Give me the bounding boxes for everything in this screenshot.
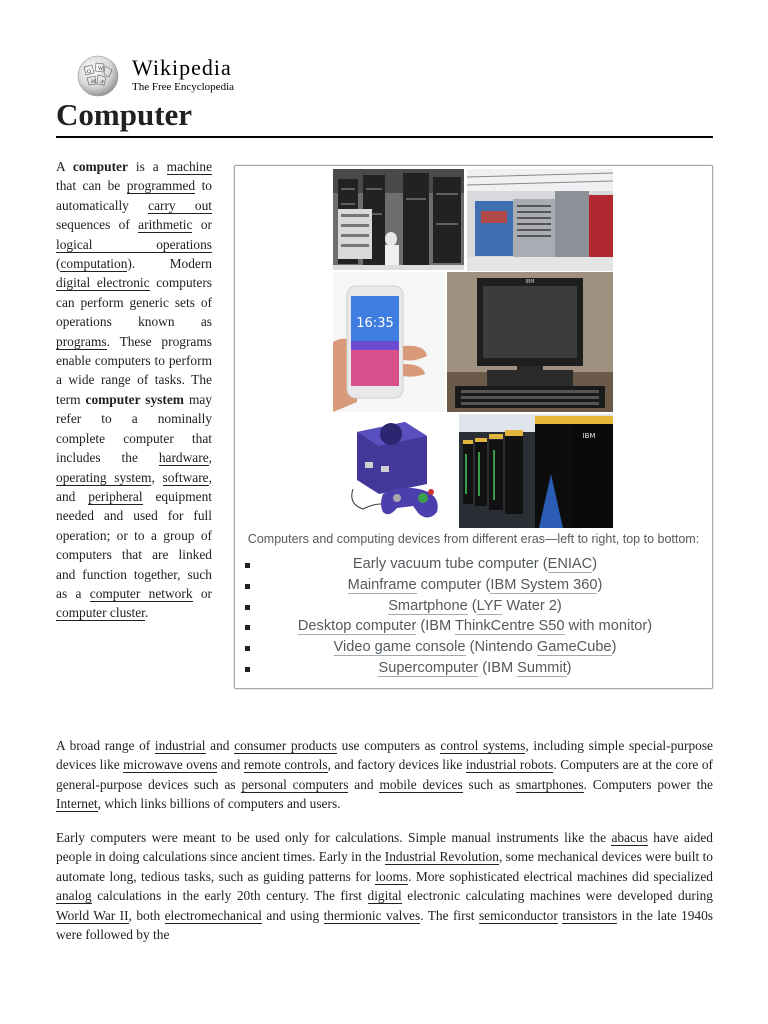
eniac-image[interactable] (333, 169, 464, 270)
text-run: A (56, 159, 73, 174)
text-run: and (217, 757, 244, 773)
text-run: , both (128, 907, 165, 923)
article-link[interactable]: arithmetic (138, 217, 193, 233)
text-run: equipment needed and used for full operation; or to a group of computers that are linked and function together, such as a (56, 488, 212, 601)
text-run: , which links billions of computers and users. (97, 796, 341, 812)
article-link[interactable]: ENIAC (547, 556, 593, 572)
svg-text:W: W (98, 66, 104, 72)
text-run: ) (566, 659, 572, 676)
text-run: use computers as (336, 738, 441, 753)
text-run: computer ( (416, 576, 491, 593)
article-link[interactable]: Smartphone (388, 597, 468, 614)
infobox (234, 165, 713, 689)
text-run: and using (261, 907, 324, 923)
text-run: (IBM (416, 618, 455, 635)
body-paragraph-1 (56, 736, 713, 814)
article-link[interactable]: programs (56, 333, 107, 349)
text-run: , some mechanical devices were built to automate long, tedious tasks, such as guiding patterns for (56, 849, 713, 884)
article-link[interactable]: computation (60, 256, 128, 272)
smartphone-image[interactable] (333, 272, 445, 412)
supercomputer-image[interactable] (459, 414, 613, 528)
text-run: sequences of (56, 217, 139, 233)
article-link[interactable]: Summit (517, 659, 567, 676)
article-link[interactable]: looms (375, 868, 409, 884)
text-run: computers can perform generic sets of operations known as (56, 275, 212, 330)
phone-clock-text: 16:35 (356, 316, 394, 331)
caption-list-item (245, 554, 705, 575)
text-run: ( (467, 597, 477, 614)
text-run: Water 2) (502, 597, 562, 614)
article-link[interactable]: personal computers (241, 776, 349, 792)
article-link[interactable]: carry out (148, 197, 212, 213)
text-run: ) (611, 639, 617, 656)
article-link[interactable]: analog (56, 888, 92, 904)
text-run: may refer to a nominally complete computer that includes the (56, 391, 212, 466)
text-run: , and factory devices like (327, 757, 466, 773)
text-run: , (208, 450, 212, 466)
wikipedia-logo[interactable] (74, 52, 234, 98)
text-run: ) (597, 576, 603, 593)
text-run: in the late 1940s were followed by the (56, 907, 713, 943)
text-run: . Computers are at the core of general-purpose devices such as (56, 757, 713, 792)
supercomputer-brand-text: IBM (582, 432, 596, 440)
infobox-caption-list (245, 554, 705, 679)
caption-list-item (245, 658, 705, 679)
wikipedia-globe-icon (74, 53, 122, 97)
desktop-image[interactable] (447, 272, 613, 412)
text-run: Early vacuum tube computer ( (352, 556, 548, 572)
article-link[interactable]: electromechanical (164, 907, 262, 923)
text-run: with monitor) (564, 618, 653, 635)
caption-list-item (245, 575, 705, 596)
article-link[interactable]: computer network (89, 585, 193, 601)
article-link[interactable]: machine (166, 159, 213, 174)
text-run: . These programs enable computers to perform a wide range of tasks. The term (56, 333, 212, 407)
text-run: ) (592, 556, 598, 572)
bold-term: computer (72, 159, 128, 174)
article-link[interactable]: Video game console (333, 639, 466, 656)
text-run: such as (462, 776, 516, 792)
article-link[interactable]: Industrial Revolution (384, 849, 499, 865)
article-link[interactable]: mobile devices (379, 776, 463, 792)
article-link[interactable]: programmed (126, 178, 196, 194)
article-link[interactable]: semiconductor (478, 907, 558, 923)
text-run: Early computers were meant to be used only for calculations. Simple manual instruments like the (56, 830, 612, 845)
article-title: Computer (56, 96, 713, 138)
text-run: have aided people in doing calculations since ancient times. Early in the (56, 830, 713, 865)
article-link[interactable]: GameCube (536, 639, 612, 656)
caption-list-item (245, 637, 705, 658)
gamecube-image[interactable] (343, 414, 448, 526)
text-run: , (151, 469, 163, 485)
svg-text:ي: ي (100, 78, 104, 84)
article-link[interactable]: thermionic valves (323, 907, 421, 923)
bold-term: computer system (85, 391, 184, 407)
article-link[interactable]: digital (367, 888, 402, 904)
infobox-caption: Computers and computing devices from different eras—left to right, top to bottom: (247, 532, 700, 546)
article-link[interactable]: control systems (440, 738, 526, 753)
article-link[interactable]: software (162, 469, 209, 485)
text-run: ). Modern (127, 256, 212, 272)
site-title: Wikipedia (132, 55, 232, 80)
body-paragraph-2 (56, 828, 713, 944)
text-run: and (348, 776, 380, 792)
text-run: is a (127, 159, 167, 174)
article-link[interactable]: World War II (56, 907, 129, 923)
text-run: A broad range of (56, 738, 155, 753)
article-link[interactable]: microwave ovens (123, 757, 218, 773)
text-run: calculations in the early 20th century. The first (91, 888, 368, 904)
article-link[interactable]: IBM System 360 (490, 576, 598, 593)
article-link[interactable]: logical operations (56, 236, 212, 252)
article-link[interactable]: consumer products (234, 738, 337, 753)
text-run: or (192, 217, 212, 233)
article-link[interactable]: Desktop computer (297, 618, 417, 635)
article-link[interactable]: peripheral (88, 488, 143, 504)
text-run: , including simple special-purpose devices like (56, 738, 713, 773)
text-run: ( (56, 256, 61, 272)
text-run: electronic calculating machines were developed during (401, 888, 713, 904)
text-run: . More sophisticated electrical machines did specialized (408, 868, 713, 884)
article-link[interactable]: operating system (56, 469, 152, 485)
article-link[interactable]: transistors (562, 907, 618, 923)
article-link[interactable]: ThinkCentre S50 (454, 618, 565, 635)
text-run: or (192, 585, 213, 601)
article-link[interactable]: hardware (158, 450, 209, 466)
text-run: (IBM (478, 659, 518, 676)
text-run: to automatically (56, 178, 213, 213)
site-subtitle: The Free Encyclopedia (132, 81, 235, 93)
article-link[interactable]: industrial robots (465, 757, 554, 773)
article-link[interactable]: Mainframe (347, 576, 417, 593)
article-link[interactable]: remote controls (243, 757, 328, 773)
text-run: , and (56, 469, 212, 504)
text-run: . Computers power the (583, 776, 713, 792)
mainframe-image[interactable] (467, 169, 613, 271)
article-link[interactable]: abacus (611, 830, 648, 845)
article-link[interactable]: smartphones (515, 776, 584, 792)
text-run: . (144, 605, 149, 621)
svg-text:И: И (91, 79, 96, 85)
svg-text:Ω: Ω (87, 69, 92, 75)
article-link[interactable]: Supercomputer (378, 659, 479, 676)
monitor-brand-text: IBM (525, 279, 535, 285)
text-run: . The first (420, 907, 479, 923)
article-link[interactable]: LYF (476, 597, 503, 614)
article-link[interactable]: industrial (154, 738, 206, 753)
article-link[interactable]: digital electronic (56, 275, 150, 291)
text-run: and (205, 738, 235, 753)
lead-paragraph (56, 157, 212, 623)
caption-list-item (245, 616, 705, 637)
text-run: (Nintendo (465, 639, 537, 656)
text-run: that can be (56, 178, 127, 194)
article-link[interactable]: computer cluster (56, 605, 145, 621)
article-link[interactable]: Internet (56, 796, 98, 812)
caption-list-item (245, 596, 705, 617)
